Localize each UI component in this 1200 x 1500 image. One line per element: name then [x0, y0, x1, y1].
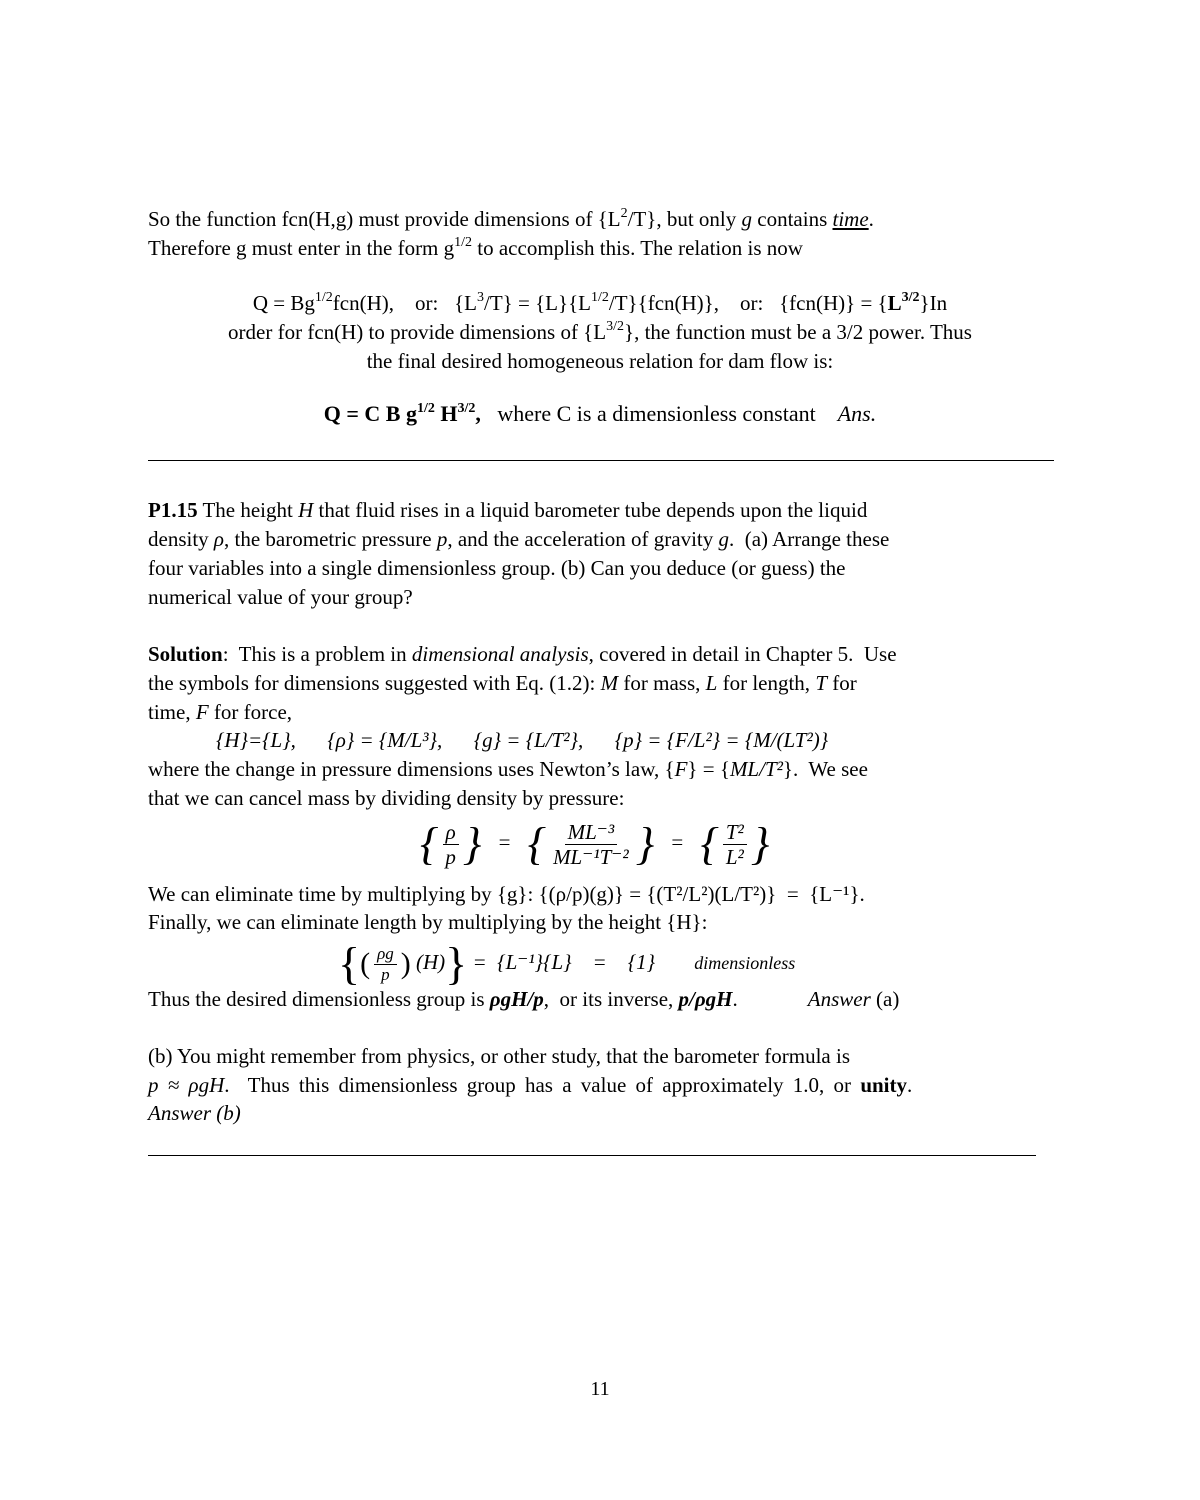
text: . Thus this dimensionless group has a value of approximately 1.0, or: [224, 1073, 861, 1097]
final-equation: [0, 400, 1200, 428]
answer-group: ρgH/p: [489, 987, 544, 1011]
text: dimensionless: [694, 953, 796, 973]
text: for mass,: [618, 671, 706, 695]
emphasis-time: time: [832, 207, 869, 231]
part-b-line-1: (b) You might remember from physics, or other study, that the barometer formula is: [148, 1044, 850, 1068]
text: Q = C B g: [323, 401, 417, 426]
fraction: $\frac{\rho}{p}$: [442, 820, 459, 869]
relation-line-3: the final desired homogeneous relation for dam flow is:: [366, 349, 834, 373]
text: , and the acceleration of gravity: [447, 527, 719, 551]
text: /T} = {L}{L: [484, 291, 591, 315]
fraction: $\frac{\text{ML⁻³}}{\text{ML⁻¹T⁻²}}$: [553, 819, 629, 869]
text: for: [827, 671, 857, 695]
superscript: 1/2: [454, 235, 473, 250]
superscript: 1/2: [590, 290, 609, 305]
superscript: 3: [477, 290, 484, 305]
text: p: [436, 527, 448, 551]
superscript: 3/2: [457, 401, 476, 416]
superscript: 2: [620, 206, 628, 221]
text: : This is a problem in: [222, 642, 412, 666]
text: = {L⁻¹}{L} = {1}: [472, 950, 655, 974]
superscript: 1/2: [314, 290, 333, 305]
text: the symbols for dimensions suggested with Eq. (1.2):: [148, 671, 601, 695]
text: ML/T²: [729, 757, 783, 781]
text: unity: [860, 1073, 907, 1097]
text: g: [741, 207, 753, 231]
text: ρ: [213, 527, 225, 551]
text: p ≈ ρgH: [148, 1073, 225, 1097]
solution-label: Solution: [148, 642, 223, 666]
text: density: [148, 527, 214, 551]
relation-line-1: [0, 289, 1200, 317]
text: /T}{fcn(H)}, or: {fcn(H)} = {: [608, 291, 888, 315]
text: ,: [475, 401, 481, 426]
text: F: [674, 757, 688, 781]
section-divider: [148, 460, 1054, 461]
answer-label: Answer: [807, 987, 871, 1011]
text: .: [868, 207, 874, 231]
text: }. We see: [782, 757, 868, 781]
text: (H): [416, 950, 446, 974]
text: to accomplish this. The relation is now: [472, 236, 803, 260]
text: T: [815, 671, 827, 695]
dimension-list: {H}={L}, {ρ} = {M/L³}, {g} = {L/T²}, {p} = {F/L²} = {M/(LT²)}: [216, 728, 829, 752]
text: dimensional analysis: [411, 642, 589, 666]
page-number: 11: [590, 1378, 610, 1400]
problem-line-4: numerical value of your group?: [148, 585, 413, 609]
text: for length,: [717, 671, 816, 695]
text: F: [195, 700, 209, 724]
text: H: [434, 401, 458, 426]
solution-line-3: [148, 698, 292, 726]
text: .: [907, 1073, 913, 1097]
part-b-line-2: [148, 1071, 912, 1099]
problem-line-1: [148, 496, 867, 524]
fraction: $\frac{\text{T²}}{\text{L²}}$: [723, 820, 747, 869]
superscript: 3/2: [606, 319, 624, 334]
text: where the change in pressure dimensions uses Newton’s law, {: [148, 757, 675, 781]
text: g: [718, 527, 729, 551]
text: , or its inverse,: [543, 987, 679, 1011]
dimensionless-equation: {( $\frac{\rho g}{p}$ ) (H)} = {L⁻¹}{L} = {1} dimensionless: [338, 938, 796, 990]
solution-line-6: that we can cancel mass by dividing density by pressure:: [148, 786, 625, 810]
intro-line-1: [148, 205, 874, 233]
text: that fluid rises in a liquid barometer tube depends upon the liquid: [313, 498, 868, 522]
text: Thus the desired dimensionless group is: [148, 987, 490, 1011]
text: }In: [919, 291, 948, 315]
text: Therefore g must enter in the form g: [148, 236, 455, 260]
text: contains: [752, 207, 833, 231]
density-pressure-equation: { $\frac{\rho}{p}$ } = { $\frac{\text{ML⁻³}}{\text{ML⁻¹T⁻²}}$ } = { $\frac{\text{T²}}{\text{L²}}$ }: [420, 818, 770, 870]
relation-line-2: [0, 318, 1200, 346]
text: /T}, but only: [627, 207, 742, 231]
solution-line-5: [148, 755, 868, 783]
text: Q = Bg: [252, 291, 315, 315]
text: , the barometric pressure: [224, 527, 437, 551]
fraction: $\frac{\rho g}{p}$: [374, 944, 397, 985]
text: , covered in detail in Chapter 5. Use: [588, 642, 897, 666]
section-divider: [148, 1155, 1036, 1156]
answer-inverse: p/ρgH: [678, 987, 733, 1011]
text: (a): [870, 987, 900, 1011]
problem-label: P1.15: [148, 498, 198, 522]
text: M: [600, 671, 619, 695]
text: So the function fcn(H,g) must provide dimensions of {L: [148, 207, 621, 231]
solution-line-8: We can eliminate time by multiplying by {g}: {(ρ/p)(g)} = {(T²/L²)(L/T²)} = {L⁻¹}.: [148, 882, 865, 906]
text: L: [887, 291, 902, 315]
solution-line-9: Finally, we can eliminate length by multiplying by the height {H}:: [148, 910, 708, 934]
text: time,: [148, 700, 196, 724]
answer-label: Ans.: [837, 401, 877, 426]
superscript: 1/2: [416, 401, 435, 416]
intro-line-2: [148, 234, 803, 262]
text: }, the function must be a 3/2 power. Thus: [623, 320, 972, 344]
text: .: [732, 987, 738, 1011]
text: where C is a dimensionless constant: [480, 401, 816, 426]
text: for force,: [208, 700, 293, 724]
text: H: [298, 498, 314, 522]
text: L: [705, 671, 718, 695]
problem-line-3: four variables into a single dimensionless group. (b) Can you deduce (or guess) the: [148, 556, 846, 580]
solution-line-11: [148, 985, 899, 1013]
part-b-answer: Answer (b): [148, 1101, 241, 1125]
text: } = {: [687, 757, 730, 781]
solution-line-1: [148, 640, 897, 668]
superscript: 3/2: [901, 290, 920, 305]
solution-line-2: [148, 669, 857, 697]
problem-line-2: [148, 525, 889, 553]
text: . (a) Arrange these: [728, 527, 890, 551]
text: order for fcn(H) to provide dimensions of {L: [228, 320, 607, 344]
text: The height: [197, 498, 299, 522]
text: fcn(H), or: {L: [332, 291, 477, 315]
